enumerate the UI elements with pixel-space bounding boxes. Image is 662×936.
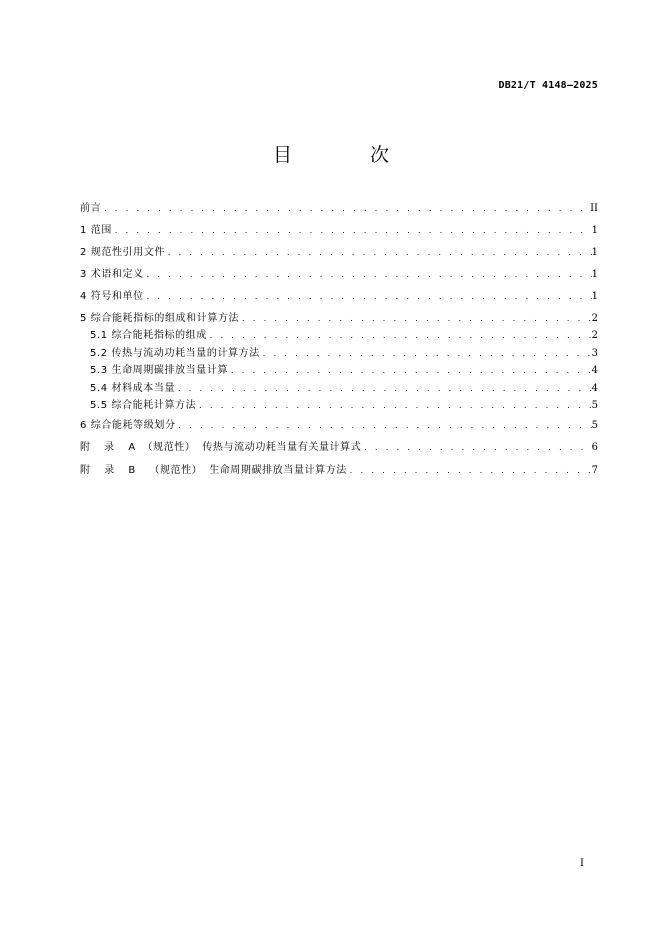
toc-entry-page: 5: [591, 400, 598, 411]
toc-dot-leader: [260, 347, 592, 361]
toc-entry-section-6[interactable]: [80, 419, 598, 441]
toc-dot-leader: [239, 312, 591, 326]
toc-entry-label: 前言: [80, 203, 102, 214]
toc-entry-label: 5 综合能耗指标的组成和计算方法: [80, 313, 240, 324]
toc-entry-label: 1 范围: [80, 225, 112, 236]
toc-dot-leader: [228, 364, 592, 378]
toc-dot-leader: [347, 464, 592, 478]
toc-entry-page: 1: [591, 247, 598, 258]
toc-entry-label: 5.1 综合能耗指标的组成: [90, 330, 207, 341]
toc-entry-scope[interactable]: [80, 224, 598, 246]
toc-entry-page: 5: [591, 420, 598, 431]
toc-entry-page: 1: [591, 291, 598, 302]
toc-entry-page: 7: [591, 465, 598, 476]
toc-entry-5-5[interactable]: [80, 399, 598, 419]
toc-dot-leader: [196, 399, 591, 413]
toc-entry-label: 5.2 传热与流动功耗当量的计算方法: [90, 347, 260, 359]
toc-entry-appendix-a[interactable]: [80, 441, 598, 464]
toc-entry-label: 2 规范性引用文件: [80, 247, 165, 258]
toc-dot-leader: [101, 202, 590, 216]
toc-entry-section-5[interactable]: [80, 312, 598, 329]
toc-entry-label: 6 综合能耗等级划分: [80, 420, 176, 431]
toc-entry-symbols-units[interactable]: [80, 290, 598, 312]
toc-entry-page: 4: [591, 365, 598, 376]
toc-entry-label: 5.3 生命周期碳排放当量计算: [90, 365, 229, 376]
toc-entry-label: 附 录 A （规范性） 传热与流动功耗当量有关量计算式: [80, 442, 362, 453]
toc-dot-leader: [165, 246, 592, 260]
toc-entry-page: 2: [591, 330, 598, 341]
toc-entry-page: 2: [591, 313, 598, 324]
table-of-contents: [80, 202, 598, 487]
toc-dot-leader: [176, 419, 592, 433]
toc-entry-label: 4 符号和单位: [80, 291, 144, 302]
toc-entry-foreword[interactable]: [80, 202, 598, 224]
toc-dot-leader: [175, 382, 592, 396]
page-number: I: [580, 858, 584, 869]
toc-dot-leader: [361, 441, 591, 455]
document-code: DB21/T 4148—2025: [498, 80, 598, 91]
toc-entry-label: 5.4 材料成本当量: [90, 382, 176, 394]
toc-entry-5-4[interactable]: [80, 382, 598, 400]
toc-entry-terms-definitions[interactable]: [80, 268, 598, 290]
toc-entry-5-2[interactable]: [80, 347, 598, 365]
toc-dot-leader: [144, 268, 592, 282]
toc-dot-leader: [144, 290, 592, 304]
toc-entry-normative-references[interactable]: [80, 246, 598, 268]
toc-entry-appendix-b[interactable]: [80, 464, 598, 487]
toc-entry-page: 1: [591, 225, 598, 236]
toc-entry-page: 6: [591, 442, 598, 453]
toc-entry-label: 3 术语和定义: [80, 269, 144, 280]
toc-entry-5-3[interactable]: [80, 364, 598, 382]
toc-title: 目 次: [272, 144, 426, 166]
toc-dot-leader: [207, 329, 592, 343]
toc-entry-page: 1: [591, 269, 598, 280]
toc-entry-label: 5.5 综合能耗计算方法: [90, 400, 197, 411]
toc-entry-label: 附 录 B （规范性） 生命周期碳排放当量计算方法: [80, 465, 347, 476]
toc-dot-leader: [112, 224, 592, 238]
toc-entry-page: II: [590, 203, 598, 214]
toc-entry-5-1[interactable]: [80, 329, 598, 347]
toc-entry-page: 4: [591, 382, 598, 394]
toc-entry-page: 3: [591, 347, 598, 359]
